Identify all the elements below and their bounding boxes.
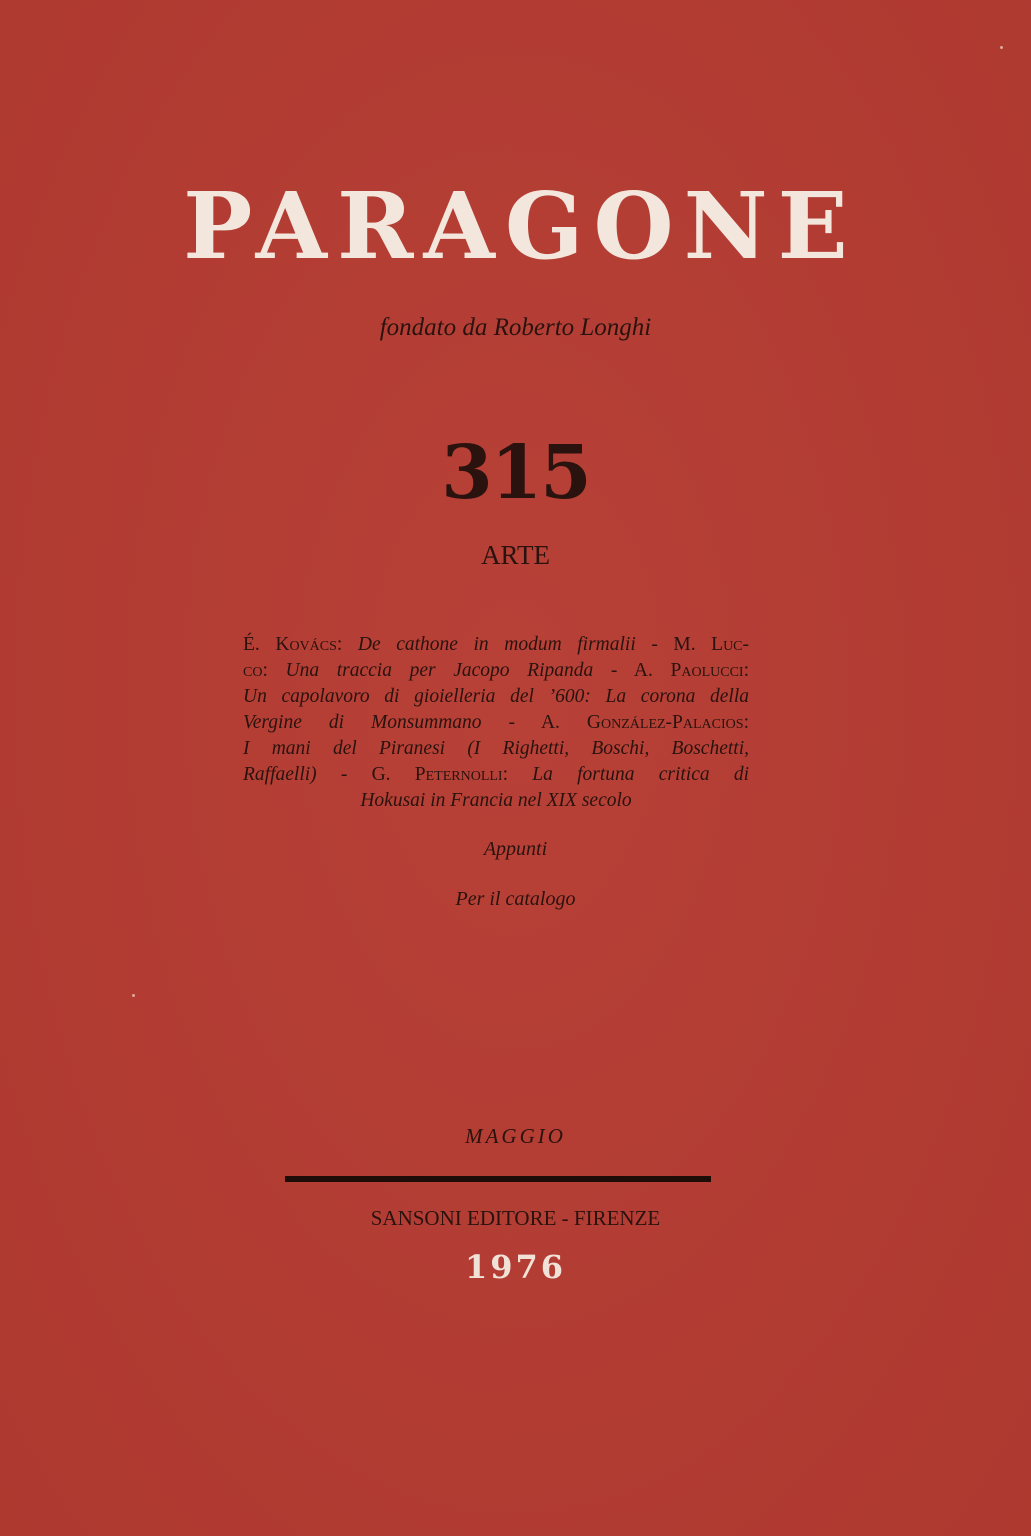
contents-line xyxy=(243,684,749,710)
catalogo-heading: Per il catalogo xyxy=(455,888,576,910)
contents-line xyxy=(243,762,749,788)
author-name: - A. González-Palacios xyxy=(481,712,744,733)
article-title: Un capolavoro di gioielleria del ’600: La corona della xyxy=(243,686,749,707)
contents-punctuation: : xyxy=(502,764,533,785)
author-name: - M. Luc- xyxy=(635,634,750,655)
contents-punctuation: : xyxy=(262,660,286,681)
author-name: co xyxy=(243,660,263,681)
publisher-line: SANSONI EDITORE - FIRENZE xyxy=(370,1206,661,1230)
contents-punctuation: : xyxy=(743,660,750,681)
dust-speck xyxy=(1000,46,1003,49)
author-name: É. Kovács xyxy=(243,634,337,655)
contents-line xyxy=(243,788,749,814)
issue-year: 1976 xyxy=(464,1248,567,1286)
issue-month: MAGGIO xyxy=(465,1124,566,1148)
article-title: Hokusai in Francia nel XIX secolo xyxy=(360,790,632,811)
article-title: Vergine di Monsummano xyxy=(243,712,482,733)
article-title: I mani del Piranesi (I Righetti, Boschi, Boschetti, xyxy=(243,738,749,759)
founder-line: fondato da Roberto Longhi xyxy=(379,314,652,341)
appunti-heading: Appunti xyxy=(483,838,548,860)
divider-rule xyxy=(285,1176,711,1182)
magazine-title: PARAGONE xyxy=(183,172,858,280)
article-title: De cathone in modum firmalii xyxy=(357,634,636,655)
author-name: - G. Peternolli xyxy=(316,764,503,785)
contents-line xyxy=(243,658,749,684)
contents-punctuation: : xyxy=(743,712,749,733)
section-label: ARTE xyxy=(481,540,550,570)
contents-line xyxy=(243,632,749,658)
article-title: Una traccia per Jacopo Ripanda xyxy=(285,660,594,681)
table-of-contents xyxy=(243,632,749,814)
article-title: La fortuna critica di xyxy=(532,764,750,785)
contents-line xyxy=(243,710,749,736)
contents-punctuation: : xyxy=(336,634,358,655)
issue-number: 315 xyxy=(441,430,590,516)
dust-speck xyxy=(132,994,135,997)
author-name: - A. Paolucci xyxy=(593,660,744,681)
article-title: Raffaelli) xyxy=(243,764,317,785)
contents-line xyxy=(243,736,749,762)
